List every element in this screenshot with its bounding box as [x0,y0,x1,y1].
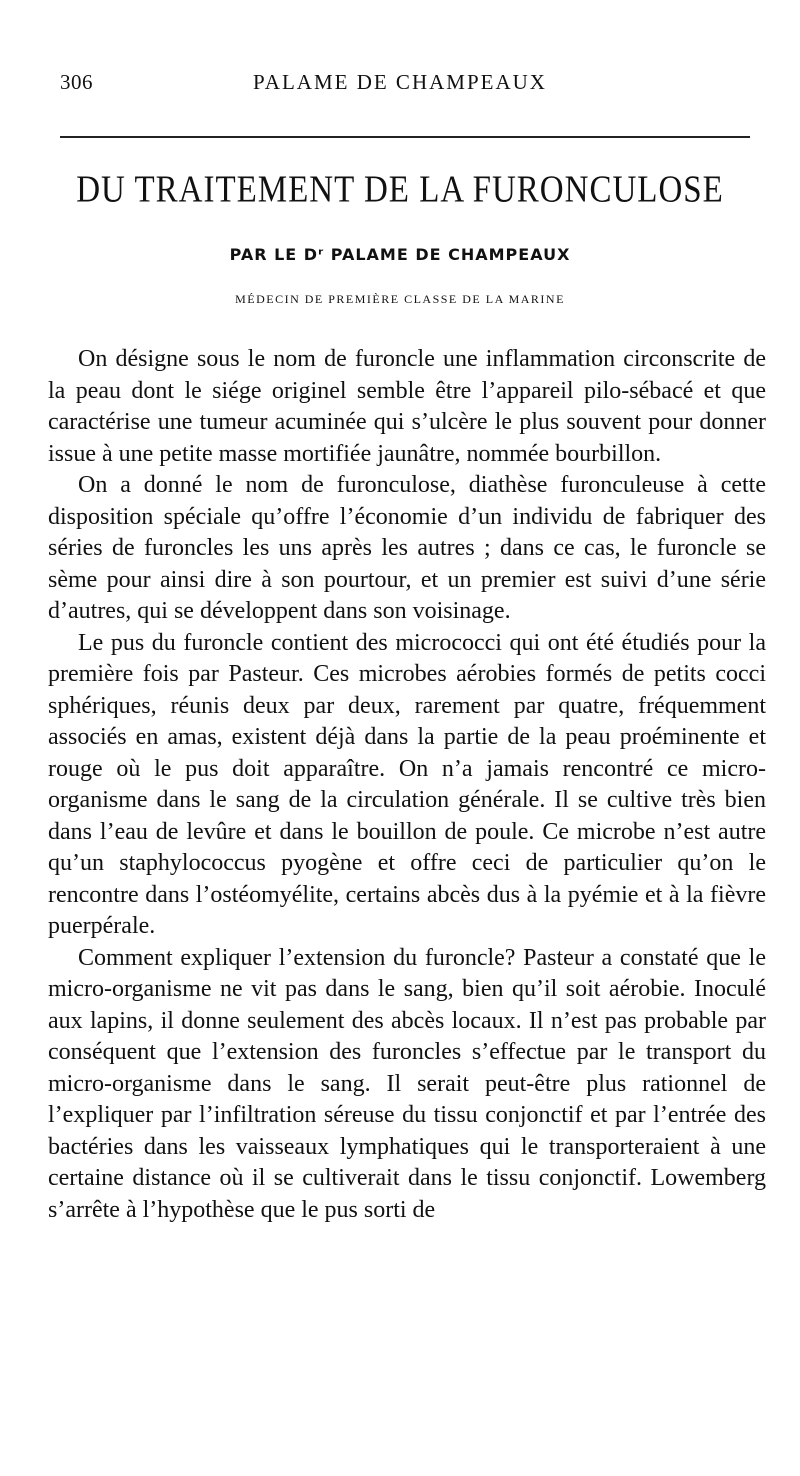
running-head: PALAME DE CHAMPEAUX [253,70,547,94]
paragraph-2: On a donné le nom de furonculose, diathèse furonculeuse à cette disposition spéciale qu’offre l’économie d’un individu de fabriquer des séries de furoncles les uns après les autres ; dans ce cas, le furoncle se sème pour ainsi dire à son pourtour, et un premier est suivi d’une série d’autres, qui se développent dans son voisinage. [48,472,766,624]
paragraph-4: Comment expliquer l’extension du furoncle? Pasteur a constaté que le micro-organisme ne vit pas dans le sang, bien qu’il soit aérobie. Inoculé aux lapins, il donne seulement des abcès locaux. Il n’est pas probable par conséquent que l’extension des furoncles s’effectue par le transport du micro-organisme dans le sang. Il serait peut-être plus rationnel de l’expliquer par l’infiltration séreuse du tissu conjonctif et par l’entrée des bactéries dans les vaisseaux lymphatiques qui le transporteraient à une certaine distance où il se cultiverait dans le tissu conjonctif. Lowemberg s’arrête à l’hypothèse que le pus sorti de [48,944,766,1223]
page-number: 306 [60,70,93,94]
article-byline: PAR LE Dʳ PALAME DE CHAMPEAUX [229,245,571,264]
article-title: DU TRAITEMENT DE LA FURONCULOSE [76,169,724,211]
header-rule [60,136,750,138]
paragraph-1: On désigne sous le nom de furoncle une inflammation circonscrite de la peau dont le siége originel semble être l’appareil pilo-sébacé et que caractérise une tumeur acuminée qui s’ulcère le plus souvent pour donner issue à une petite masse mortifiée jaunâtre, nommée bourbillon. [48,346,766,467]
paragraph-3: Le pus du furoncle contient des micrococci qui ont été étudiés pour la première fois par Pasteur. Ces microbes aérobies formés de petits cocci sphériques, réunis deux par deux, rarement par quatre, fréquemment associés en amas, existent déjà dans la partie de la peau proéminente et rouge où le pus doit apparaître. On n’a jamais rencontré ce micro-organisme dans le sang de la circulation générale. Il se cultive très bien dans l’eau de levûre et dans le bouillon de poule. Ce microbe n’est autre qu’un staphylococcus pyogène et offre ceci de particulier qu’on le rencontre dans l’ostéomyélite, certains abcès dus à la pyémie et à la fièvre puerpérale. [48,629,766,939]
body-text [48,344,766,1226]
author-affiliation: MÉDECIN DE PREMIÈRE CLASSE DE LA MARINE [235,292,565,306]
